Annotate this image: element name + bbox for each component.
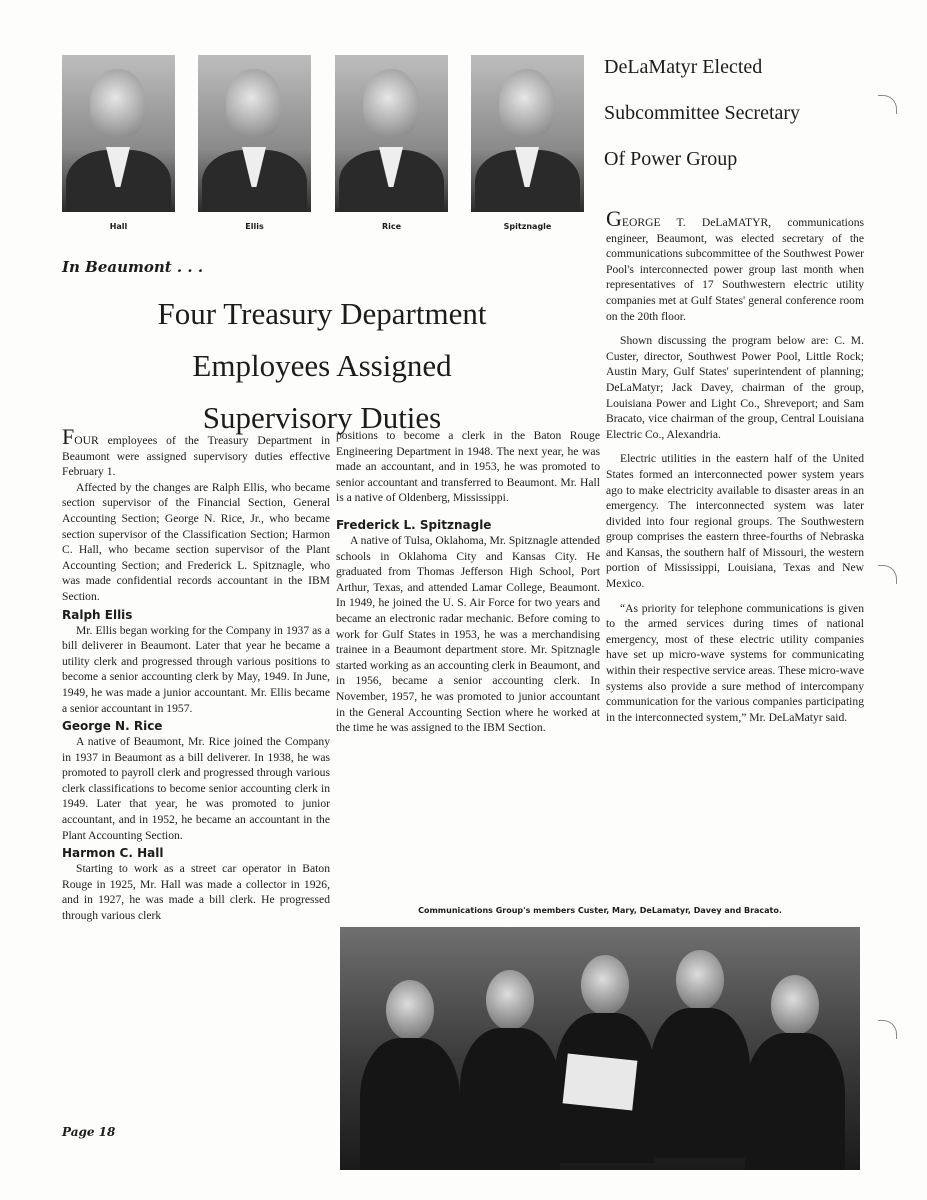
paragraph: Electric utilities in the eastern half of the United States formed an interconnected power system years ago to make electricity available to disaster areas in an emergency. The interconnected system was later divided into four regional groups. The Southwestern group comprises the eastern three-fourths of Nebraska and Kansas, the southern half of Missouri, the western portion of Mississippi, Louisiana, Texas and New Mexico. (606, 452, 864, 591)
intro-text: OUR employees of the Treasury Department in Beaumont were assigned supervisory duties effective February 1. (62, 434, 330, 479)
intro-text: EORGE T. DeLaMATYR, communications engineer, Beaumont, was elected secretary of the communications subcommittee of the Southwest Power Pool's interconnected power group last month when representatives of 17 Southwestern electric utility companies met at Gulf States' general conference room on the 20th floor. (606, 216, 864, 323)
subhead-ellis: Ralph Ellis (62, 607, 133, 622)
group-photo (340, 927, 860, 1170)
portrait-spitznagle (471, 55, 584, 212)
drop-cap: F (62, 424, 75, 449)
paragraph: A native of Beaumont, Mr. Rice joined the Company in 1937 in Beaumont as a bill deliverer. In 1938, he was promoted to payroll clerk and progressed through various clerk classifications to become senior accounting clerk in 1949. Later that year, he was promoted to junior accountant, and in 1952, he became an accountant in the Plant Accounting Section. (62, 735, 330, 842)
portrait-caption: Hall (109, 222, 128, 231)
paragraph: Starting to work as a street car operator in Baton Rouge in 1925, Mr. Hall was made a collector in 1926, and in 1927, he was made a bill clerk. He progressed through various clerk (62, 862, 330, 923)
article-column-3 (606, 206, 864, 725)
article-column-2 (336, 428, 600, 736)
article-column-1 (62, 424, 330, 924)
portrait-ellis (198, 55, 311, 212)
paragraph: Affected by the changes are Ralph Ellis, who became section supervisor of the Financial Section, General Accounting Section; George N. Rice, Jr., who became section supervisor of the Classification Section; Harmon C. Hall, who became section supervisor of the Plant Accounting Section; and Frederick L. Spitznagle, who was made confidential records accountant in the IBM Section. (62, 480, 330, 603)
portrait-rice (335, 55, 448, 212)
page-curl-mark (878, 95, 897, 114)
group-photo-caption: Communications Group's members Custer, Mary, DeLamatyr, Davey and Bracato. (418, 906, 782, 915)
headline-line: Supervisory Duties (202, 400, 442, 435)
headline (62, 288, 582, 444)
headline-line: DeLaMatyr Elected (604, 56, 763, 78)
portrait-caption: Rice (381, 222, 402, 231)
headline-line: Employees Assigned (192, 348, 452, 383)
page-curl-mark (878, 1020, 897, 1039)
portrait-caption: Spitznagle (503, 222, 552, 231)
drop-cap: G (606, 206, 622, 231)
intro-paragraph (606, 206, 864, 324)
headline-line: Subcommittee Secretary (604, 102, 801, 124)
page-number: Page 18 (62, 1125, 116, 1139)
paragraph: Shown discussing the program below are: C. M. Custer, director, Southwest Power Pool, Little Rock; Austin Mary, Gulf States' superintendent of planning; DeLaMatyr; Jack Davey, chairman of the group, Louisiana Power and Light Co., Shreveport; and Sam Bracato, vice chairman of the group, Central Louisiana Electric Co., Alexandria. (606, 334, 864, 441)
headline-line: Four Treasury Department (157, 296, 487, 331)
subhead-rice: George N. Rice (62, 719, 163, 734)
paragraph: “As priority for telephone communications is given to the armed services during times of national emergency, most of these electric utility companies have set up micro-wave systems for communicating within their respective service areas. These micro-wave systems also provide a sure method of intercompany communication for the various companies participating in the interconnected system,” Mr. DeLaMatyr said. (606, 601, 864, 724)
paragraph: Mr. Ellis began working for the Company in 1937 as a bill deliverer in Beaumont. Later that year he became a utility clerk and progressed through various positions to become a senior accounting clerk by May, 1949. In June, 1949, he was made a junior accountant. Mr. Ellis became a senior accountant in 1957. (62, 623, 330, 715)
subhead-hall: Harmon C. Hall (62, 846, 164, 861)
paragraph: A native of Tulsa, Oklahoma, Mr. Spitznagle attended schools in Oklahoma City and Kansas City. He graduated from Thomas Jefferson High School, Port Arthur, Texas, and attended Lamar College, Beaumont. In 1949, he joined the U. S. Air Force for two years and became an electronic radar mechanic. Before coming to work for Gulf States in 1953, he was a merchandising trainee in a Beaumont department store. Mr. Spitznagle started working as an accounting clerk in Beaumont, and in 1956, became a senior accounting clerk. In November, 1957, he was promoted to junior accountant in the General Accounting Section where he worked at the time he was assigned to the IBM Section. (336, 533, 600, 735)
kicker: In Beaumont . . . (62, 258, 204, 276)
subhead-spitznagle: Frederick L. Spitznagle (336, 517, 492, 532)
paragraph: positions to become a clerk in the Baton Rouge Engineering Department in 1948. The next year, he was made an accountant, and in 1953, he was promoted to senior accountant and transferred to Beaumont. Mr. Hall is a native of Oldenberg, Mississippi. (336, 429, 600, 505)
portrait-caption: Ellis (245, 222, 264, 231)
portrait-hall (62, 55, 175, 212)
page-curl-mark (878, 565, 897, 584)
headline-line: Of Power Group (604, 148, 738, 170)
secondary-headline (604, 44, 800, 182)
intro-paragraph (62, 424, 330, 480)
